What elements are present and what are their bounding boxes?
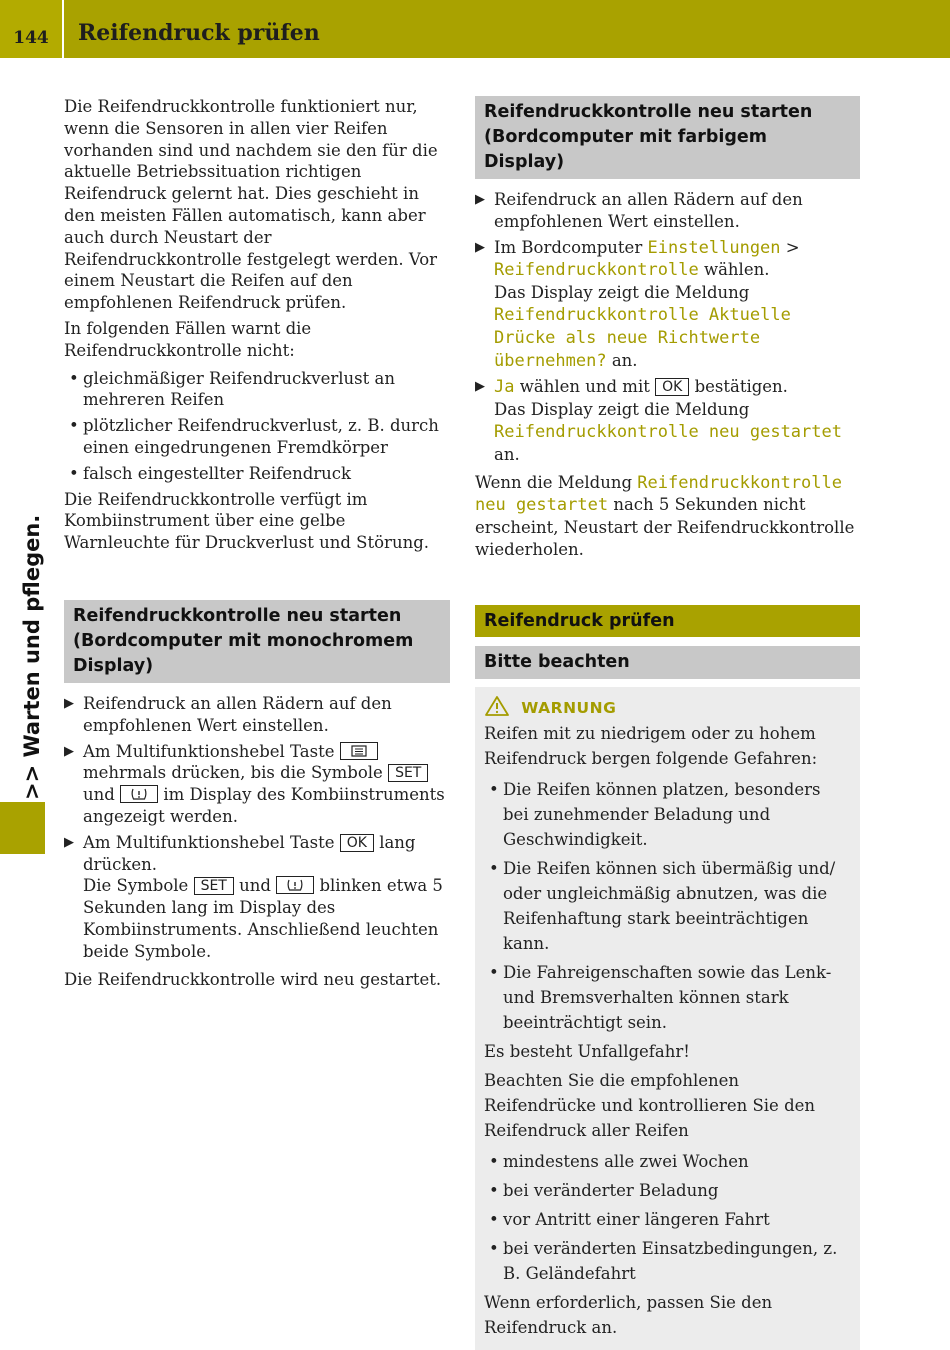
list-item: • Die Fahreigenschaften sowie das Lenk- und Bremsverhalten können stark beeinträchtigt sein.: [484, 960, 851, 1035]
check-list: [484, 1149, 851, 1286]
side-tab-marker: [0, 802, 45, 854]
arrow-icon: ▶: [64, 695, 74, 711]
arrow-icon: ▶: [475, 379, 485, 395]
arrow-icon: ▶: [475, 192, 485, 207]
step-text: mehrmals drücken, bis die Symbole: [83, 763, 383, 783]
step-text: Das Display zeigt die Meldung: [494, 400, 750, 420]
step-text: an.: [494, 444, 520, 464]
step-text: wählen.: [703, 260, 770, 280]
list-item: • bei veränderter Beladung: [484, 1178, 851, 1203]
list-item: • Die Reifen können sich übermäßig und/ oder ungleichmäßig abnutzen, was die Reifenhaftung stark beeinträchtigen kann.: [484, 856, 851, 956]
menu-option-ja: Ja: [494, 377, 515, 398]
step-text: Die Symbole: [83, 876, 189, 896]
list-item: • gleichmäßiger Reifendruckverlust an mehreren Reifen: [64, 368, 450, 412]
instruction-step: [64, 832, 450, 963]
instruction-step: [475, 237, 860, 373]
danger-text: Es besteht Unfallgefahr!: [484, 1041, 690, 1061]
list-item: • falsch eingestellter Reifendruck: [64, 463, 450, 485]
step-text: wählen und mit: [519, 377, 650, 397]
left-column: [64, 96, 450, 994]
paragraph-text: Wenn die Meldung: [475, 472, 633, 492]
step-text: Reifendruck an allen Rädern auf den empfohlenen Wert einstellen.: [83, 693, 392, 735]
step-text: Im Bordcomputer: [494, 237, 643, 257]
section-heading-yellow: Reifendruck prüfen: [475, 605, 860, 637]
right-column: [475, 96, 860, 1350]
warning-label: WARNUNG: [521, 698, 617, 717]
arrow-icon: ▶: [64, 834, 74, 850]
display-message: Reifendruckkontrolle neu gestartet: [494, 421, 842, 442]
bullet-list: [64, 368, 450, 485]
step-text: und: [83, 785, 115, 805]
section-heading: Reifendruckkontrolle neu starten (Bordcomputer mit farbigem Display): [475, 96, 860, 179]
warning-closing: Wenn erforderlich, passen Sie den Reifendruck an.: [484, 1292, 773, 1337]
arrow-icon: ▶: [64, 743, 74, 759]
result-text: Die Reifendruckkontrolle wird neu gestartet.: [64, 969, 442, 989]
tire-pressure-icon: [120, 785, 158, 803]
step-text: Am Multifunktionshebel Taste: [83, 741, 335, 761]
section-heading: Reifendruckkontrolle neu starten (Bordcomputer mit monochromem Display): [64, 600, 450, 683]
instruction-step: [475, 189, 860, 233]
step-text: blinken etwa 5 Sekunden lang im Display des Kombiinstruments. Anschließend leuchten beide Symbole.: [83, 876, 443, 961]
intro-paragraph: Die Reifendruckkontrolle funktioniert nur, wenn die Sensoren in allen vier Reifen vorhanden sind und nachdem sie den für die aktuelle Betriebssituation richtigen Reifendruck gelernt hat. Dies geschieht in den meisten Fällen automatisch, kann aber auch durch Neustart der Reifendruckkontrolle festgelegt werden. Vor einem Neustart die Reifen auf den empfohlenen Reifendruck prüfen.: [64, 97, 438, 313]
menu-item-reifendruckkontrolle: Reifendruckkontrolle: [494, 260, 699, 281]
intro-paragraph: In folgenden Fällen warnt die Reifendruckkontrolle nicht:: [64, 318, 312, 360]
paragraph-text: nach 5 Sekunden nicht erscheint, Neustart der Reifendruckkontrolle wiederholen.: [475, 495, 855, 559]
page-number: 144: [0, 0, 64, 58]
menu-key-icon: [340, 742, 378, 760]
step-text: lang drücken.: [83, 832, 416, 874]
instruction-step: [64, 693, 450, 737]
warning-intro: Reifen mit zu niedrigem oder zu hohem Reifendruck bergen folgende Gefahren:: [484, 723, 818, 768]
warning-header: [484, 695, 851, 721]
step-text: Am Multifunktionshebel Taste: [83, 832, 335, 852]
set-key-icon: SET: [388, 764, 428, 782]
display-message: Reifendruckkontrolle neu gestartet: [475, 472, 842, 516]
list-item: • bei veränderten Einsatzbedingungen, z. B. Geländefahrt: [484, 1236, 851, 1286]
arrow-icon: ▶: [475, 239, 485, 255]
warning-triangle-icon: [484, 698, 515, 717]
instruction-step: [64, 741, 450, 828]
advice-text: Beachten Sie die empfohlenen Reifendrücke und kontrollieren Sie den Reifendruck aller Reifen: [484, 1070, 816, 1140]
instruction-step: [475, 376, 860, 465]
set-key-icon: SET: [194, 877, 234, 895]
step-text: und: [239, 876, 271, 896]
warning-list: [484, 777, 851, 1035]
list-item: • mindestens alle zwei Wochen: [484, 1149, 851, 1174]
step-text: Das Display zeigt die Meldung: [494, 283, 750, 303]
display-message: Reifendruckkontrolle Aktuelle Drücke als neue Richtwerte übernehmen?: [494, 304, 791, 371]
note-heading: Bitte beachten: [475, 646, 860, 679]
intro-paragraph: Die Reifendruckkontrolle verfügt im Kombiinstrument über eine gelbe Warnleuchte für Druckverlust und Störung.: [64, 489, 429, 553]
warning-box: [475, 687, 860, 1350]
ok-key-icon: OK: [340, 834, 374, 852]
followup-paragraph: [475, 472, 860, 561]
step-text: an.: [611, 350, 638, 370]
menu-item-einstellungen: Einstellungen: [647, 237, 781, 258]
step-text: Reifendruck an allen Rädern auf den empfohlenen Wert einstellen.: [494, 190, 803, 231]
list-item: • Die Reifen können platzen, besonders bei zunehmender Beladung und Geschwindigkeit.: [484, 777, 851, 852]
step-text: im Display des Kombiinstruments angezeigt werden.: [83, 785, 445, 826]
menu-separator: >: [785, 237, 800, 257]
side-tab-label: >> Warten und pflegen.: [20, 514, 44, 800]
step-text: bestätigen.: [694, 377, 788, 397]
ok-key-icon: OK: [655, 378, 689, 396]
list-item: • vor Antritt einer längeren Fahrt: [484, 1207, 851, 1232]
page-title: Reifendruck prüfen: [78, 20, 320, 46]
list-item: • plötzlicher Reifendruckverlust, z. B. durch einen eingedrungenen Fremdkörper: [64, 415, 450, 459]
tire-pressure-icon: [276, 876, 314, 894]
